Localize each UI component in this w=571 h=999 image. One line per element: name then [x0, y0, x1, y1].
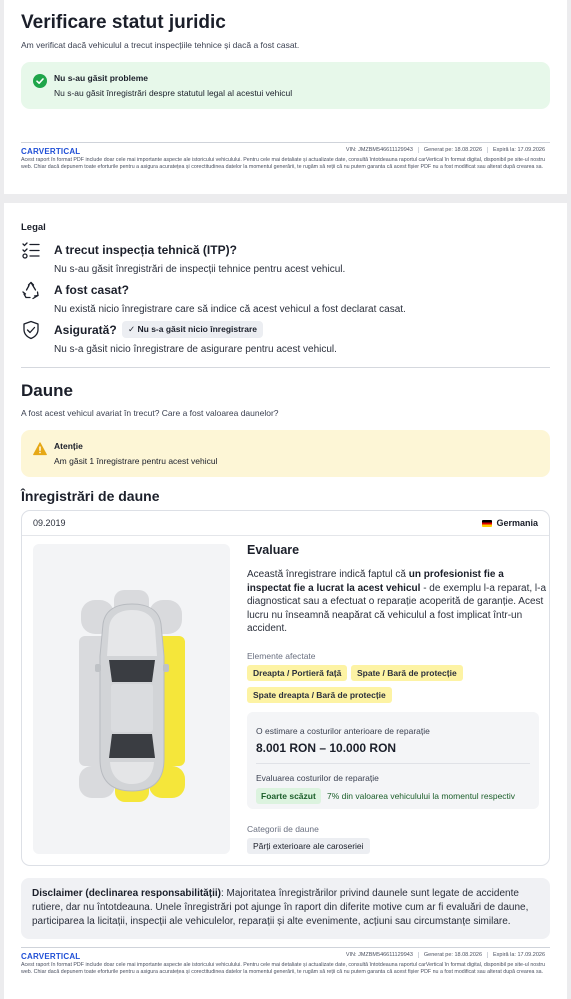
page-title: Verificare statut juridic — [21, 12, 226, 33]
disclaimer-title: Disclaimer (declinarea responsabilității) — [32, 888, 221, 899]
description-part: Această înregistrare indică faptul că — [247, 569, 409, 580]
brand-logo: CARVERTICAL — [21, 952, 81, 961]
footer-meta — [341, 147, 550, 153]
insurance-status-badge — [122, 321, 263, 338]
car-damage-diagram — [33, 544, 230, 854]
eval-label: Evaluarea costurilor de reparație — [256, 773, 379, 783]
description-bold: un profesionist fie a inspectat fie a lucrat la acest vehicul — [247, 569, 504, 594]
category-label: Categorii de daune — [247, 824, 319, 834]
vin-text: VIN: JMZBM546611129943 — [345, 147, 413, 153]
expiry-date: Expiră la: 17.09.2026 — [487, 147, 550, 153]
footer-disclaimer: Acest raport în format PDF include doar cele mai importante aspecte ale istoricului vehiculului. Pentru cele mai detaliate și actualizate date, consultă întotdeauna raportul carVertical în format digital, disponibil pe site-ul nostru web. Chiar dacă depunem toate eforturile pentru a asigura acuratețea și corectitudinea datelor la momentul generării, te rugăm să reții că nu putem garanta că acest fișier PDF nu a fost modificat sau alterat după crearea sa. — [21, 157, 546, 170]
alert-title: Nu s-au găsit probleme — [54, 73, 148, 83]
germany-flag-icon — [482, 520, 492, 527]
eval-tag: Foarte scăzut — [256, 788, 321, 804]
check-circle-icon — [33, 74, 47, 88]
footer-meta — [341, 952, 550, 958]
brand-logo: CARVERTICAL — [21, 147, 81, 156]
expiry-date: Expiră la: 17.09.2026 — [487, 952, 550, 958]
disclaimer-text: : Majoritatea înregistrărilor privind daunele sunt legate de accidente rutiere, dar nu întotdeauna. Unele înregistrări pot ajunge în raport din diferite motive cum ar fi evaluări de daune, participarea la licitații, inspecții ale vehiculelor, reparații și alte evenimente, acțiuni sau circumstanțe similare. — [32, 888, 529, 927]
footer-divider — [21, 142, 550, 143]
country-name: Germania — [496, 518, 538, 528]
recycle-icon — [21, 281, 41, 301]
affected-tag: Dreapta / Portieră față — [247, 665, 347, 681]
cost-divider — [256, 763, 530, 764]
generated-date: Generat pe: 18.08.2026 — [418, 952, 487, 958]
checklist-icon — [21, 240, 41, 260]
no-issues-alert — [21, 62, 550, 109]
cost-label: O estimare a costurilor anterioare de reparație — [256, 726, 430, 736]
repair-cost-box — [247, 712, 539, 809]
check-icon: ✓ — [128, 324, 136, 334]
alert-text: Am găsit 1 înregistrare pentru acest vehicul — [54, 456, 218, 466]
cost-value: 8.001 RON – 10.000 RON — [256, 741, 397, 755]
card-divider — [22, 535, 549, 536]
affected-label: Elemente afectate — [247, 651, 316, 661]
damage-title: Daune — [21, 381, 73, 400]
eval-text: 7% din valoarea vehiculului la momentul respectiv — [327, 791, 516, 801]
generated-date: Generat pe: 18.08.2026 — [418, 147, 487, 153]
footer-disclaimer: Acest raport în format PDF include doar cele mai importante aspecte ale istoricului vehiculului. Pentru cele mai detaliate și actualizate date, consultă întotdeauna raportul carVertical în format digital, disponibil pe site-ul nostru web. Chiar dacă depunem toate eforturile pentru a asigura acuratețea și corectitudinea datelor la momentul generării, te rugăm să reții că nu putem garanta că acest fișier PDF nu a fost modificat sau alterat după crearea sa. — [21, 962, 546, 975]
footer-divider — [21, 947, 550, 948]
damage-subtitle: A fost acest vehicul avariat în trecut? Care a fost valoarea daunelor? — [21, 408, 279, 418]
record-heading: Evaluare — [247, 543, 300, 557]
report-page-1 — [4, 0, 567, 194]
insured-title: Asigurată? — [54, 323, 117, 337]
record-country — [482, 518, 538, 528]
alert-title: Atenție — [54, 441, 83, 451]
vin-text: VIN: JMZBM546611129943 — [345, 952, 413, 958]
itp-title: A trecut inspecția tehnică (ITP)? — [54, 243, 237, 257]
insured-text: Nu s-a găsit nicio înregistrare de asigurare pentru acest vehicul. — [54, 344, 337, 355]
section-divider — [21, 367, 550, 368]
record-date: 09.2019 — [33, 518, 66, 528]
shield-check-icon — [21, 320, 41, 340]
legal-label: Legal — [21, 222, 46, 233]
insurance-badge-text: Nu s-a găsit nicio înregistrare — [137, 324, 258, 334]
scrapped-text: Nu există nicio înregistrare care să indice că acest vehicul a fost declarat casat. — [54, 304, 406, 315]
affected-tag: Spate dreapta / Bară de protecție — [247, 687, 392, 703]
report-page-2 — [4, 203, 567, 999]
scrapped-title: A fost casat? — [54, 283, 129, 297]
damage-records-title: Înregistrări de daune — [21, 488, 160, 504]
page-subtitle: Am verificat dacă vehiculul a trecut inspecțiile tehnice și dacă a fost casat. — [21, 40, 300, 50]
warning-icon — [33, 442, 47, 456]
record-description — [247, 568, 547, 636]
itp-text: Nu s-au găsit înregistrări de inspecții tehnice pentru acest vehicul. — [54, 264, 346, 275]
description-part: - de exemplu l-a reparat, l-a diagnosticat sau a efectuat o reparație acoperită de garanție. Acest lucru nu înseamnă neapărat că vehiculul a fost implicat într-un accident. — [247, 582, 547, 634]
damage-disclaimer — [21, 878, 550, 939]
alert-text: Nu s-au găsit înregistrări despre statutul legal al acestui vehicul — [54, 88, 293, 98]
damage-alert — [21, 430, 550, 477]
affected-tag: Spate / Bară de protecție — [351, 665, 463, 681]
damage-record-card — [21, 510, 550, 866]
category-tag: Părți exterioare ale caroseriei — [247, 838, 370, 854]
